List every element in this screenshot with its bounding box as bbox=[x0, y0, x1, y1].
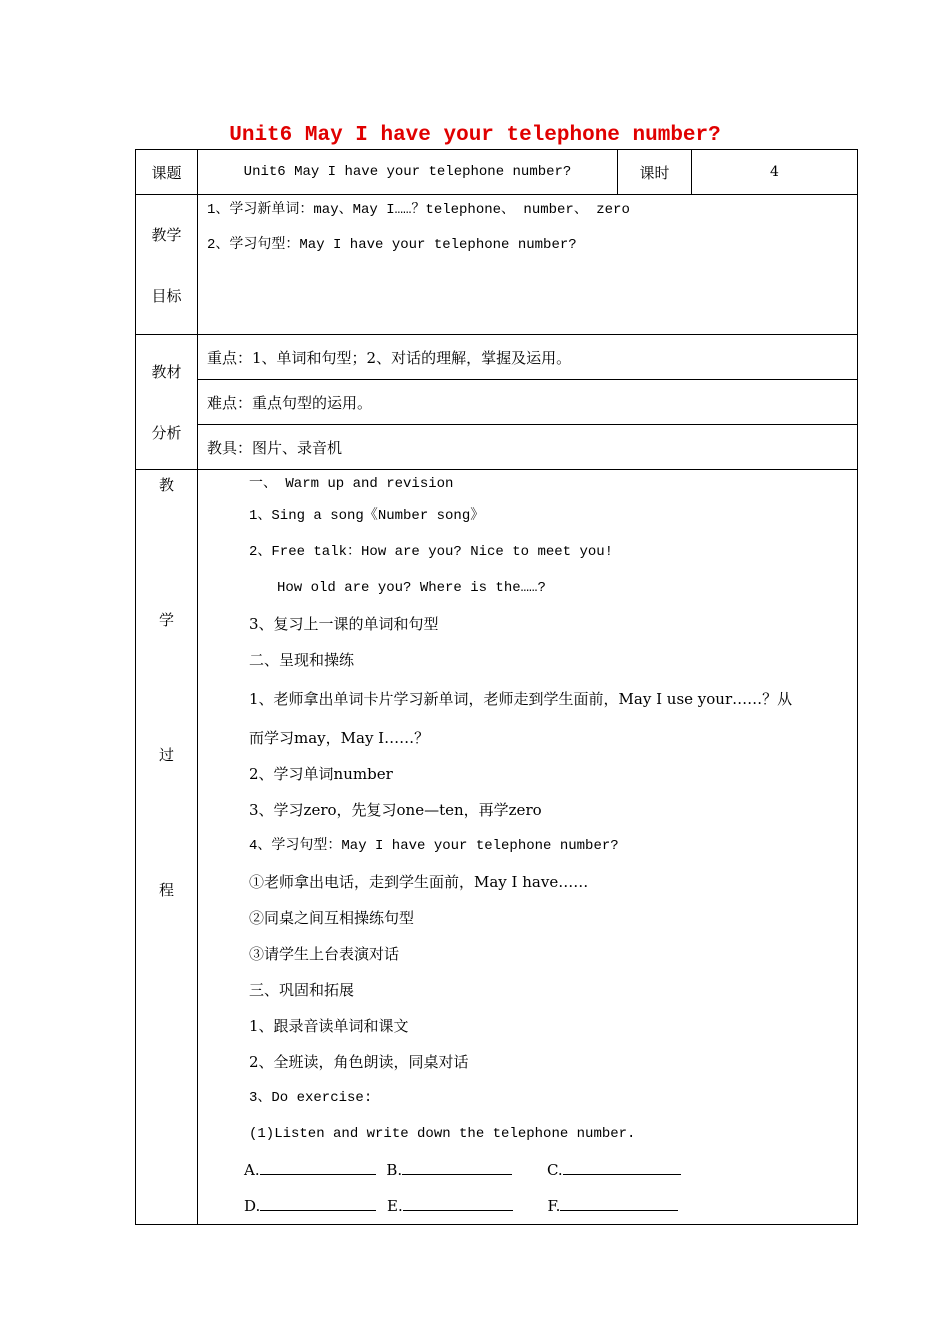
answer-blank[interactable] bbox=[560, 1196, 678, 1211]
topic-row bbox=[136, 150, 858, 195]
process-label-char: 学 bbox=[158, 611, 174, 629]
blank-label: D. bbox=[244, 1197, 261, 1215]
process-line: ①老师拿出电话，走到学生面前，May I have…… bbox=[249, 873, 589, 891]
process-line: 2、全班读，角色朗读，同桌对话 bbox=[249, 1053, 469, 1071]
process-line: 1、Sing a song《Number song》 bbox=[249, 508, 485, 524]
goals-label-bottom: 目标 bbox=[151, 286, 182, 305]
period-label: 课时 bbox=[618, 150, 692, 195]
process-line: 2、学习单词number bbox=[249, 765, 393, 783]
process-line: 1、老师拿出单词卡片学习新单词，老师走到学生面前，May I use your……？从 bbox=[249, 690, 793, 708]
difficulties: 难点：重点句型的运用。 bbox=[198, 380, 858, 425]
blank-label: C. bbox=[546, 1161, 563, 1179]
process-line: 二、呈现和操练 bbox=[249, 651, 355, 669]
lesson-plan-table bbox=[135, 149, 858, 1225]
topic-value: Unit6 May I have your telephone number? bbox=[198, 150, 618, 195]
analysis-row-key bbox=[136, 335, 858, 380]
process-line: 一、 Warm up and revision bbox=[249, 476, 454, 492]
process-line: (1)Listen and write down the telephone number. bbox=[249, 1126, 636, 1142]
process-label-char: 过 bbox=[158, 746, 174, 764]
answer-blank[interactable] bbox=[563, 1160, 681, 1175]
process-line: 2、Free talk：How are you? Nice to meet you! bbox=[249, 544, 614, 560]
goals-content bbox=[198, 195, 858, 335]
document-title: Unit6 May I have your telephone number? bbox=[229, 124, 721, 147]
blank-label: E. bbox=[387, 1197, 403, 1215]
process-line: 4、学习句型：May I have your telephone number? bbox=[249, 838, 619, 854]
blank-row bbox=[244, 1152, 857, 1188]
process-line: How old are you? Where is the……? bbox=[277, 580, 546, 596]
period-value: 4 bbox=[692, 150, 858, 195]
teaching-tools: 教具：图片、录音机 bbox=[198, 425, 858, 470]
analysis-row-tools bbox=[136, 425, 858, 470]
analysis-label bbox=[136, 335, 198, 470]
process-line: 1、跟录音读单词和课文 bbox=[249, 1017, 409, 1035]
goals-row bbox=[136, 195, 858, 335]
goals-label bbox=[136, 195, 198, 335]
blank-label: F. bbox=[547, 1197, 561, 1215]
process-label bbox=[136, 470, 198, 1225]
goals-label-top: 教学 bbox=[151, 225, 182, 244]
process-line: 3、复习上一课的单词和句型 bbox=[249, 615, 439, 633]
answer-blank[interactable] bbox=[260, 1160, 376, 1175]
process-line: 3、Do exercise: bbox=[249, 1090, 373, 1106]
analysis-label-top: 教材 bbox=[151, 363, 182, 381]
process-line: 3、学习zero，先复习one—ten，再学zero bbox=[249, 801, 542, 819]
blank-label: B. bbox=[386, 1161, 403, 1179]
process-line: 三、巩固和拓展 bbox=[249, 981, 355, 999]
analysis-row-difficulty bbox=[136, 380, 858, 425]
goal-line: 1、学习新单词：may、May I……？telephone、 number、 zero bbox=[207, 202, 630, 218]
blank-row bbox=[244, 1188, 857, 1224]
process-line: 而学习may，May I……？ bbox=[249, 729, 430, 747]
answer-blank[interactable] bbox=[260, 1196, 376, 1211]
key-points: 重点：1、单词和句型；2、对话的理解，掌握及运用。 bbox=[198, 335, 858, 380]
answer-blank[interactable] bbox=[403, 1196, 513, 1211]
process-label-char: 程 bbox=[158, 881, 174, 899]
analysis-label-bottom: 分析 bbox=[151, 424, 182, 442]
process-content bbox=[198, 470, 858, 1225]
process-line: ③请学生上台表演对话 bbox=[249, 945, 400, 963]
topic-label: 课题 bbox=[136, 150, 198, 195]
process-line: ②同桌之间互相操练句型 bbox=[249, 909, 415, 927]
process-label-char: 教 bbox=[158, 476, 174, 494]
goal-line: 2、学习句型：May I have your telephone number? bbox=[207, 237, 577, 253]
answer-blank[interactable] bbox=[402, 1160, 512, 1175]
blank-label: A. bbox=[244, 1161, 260, 1179]
process-row bbox=[136, 470, 858, 1225]
